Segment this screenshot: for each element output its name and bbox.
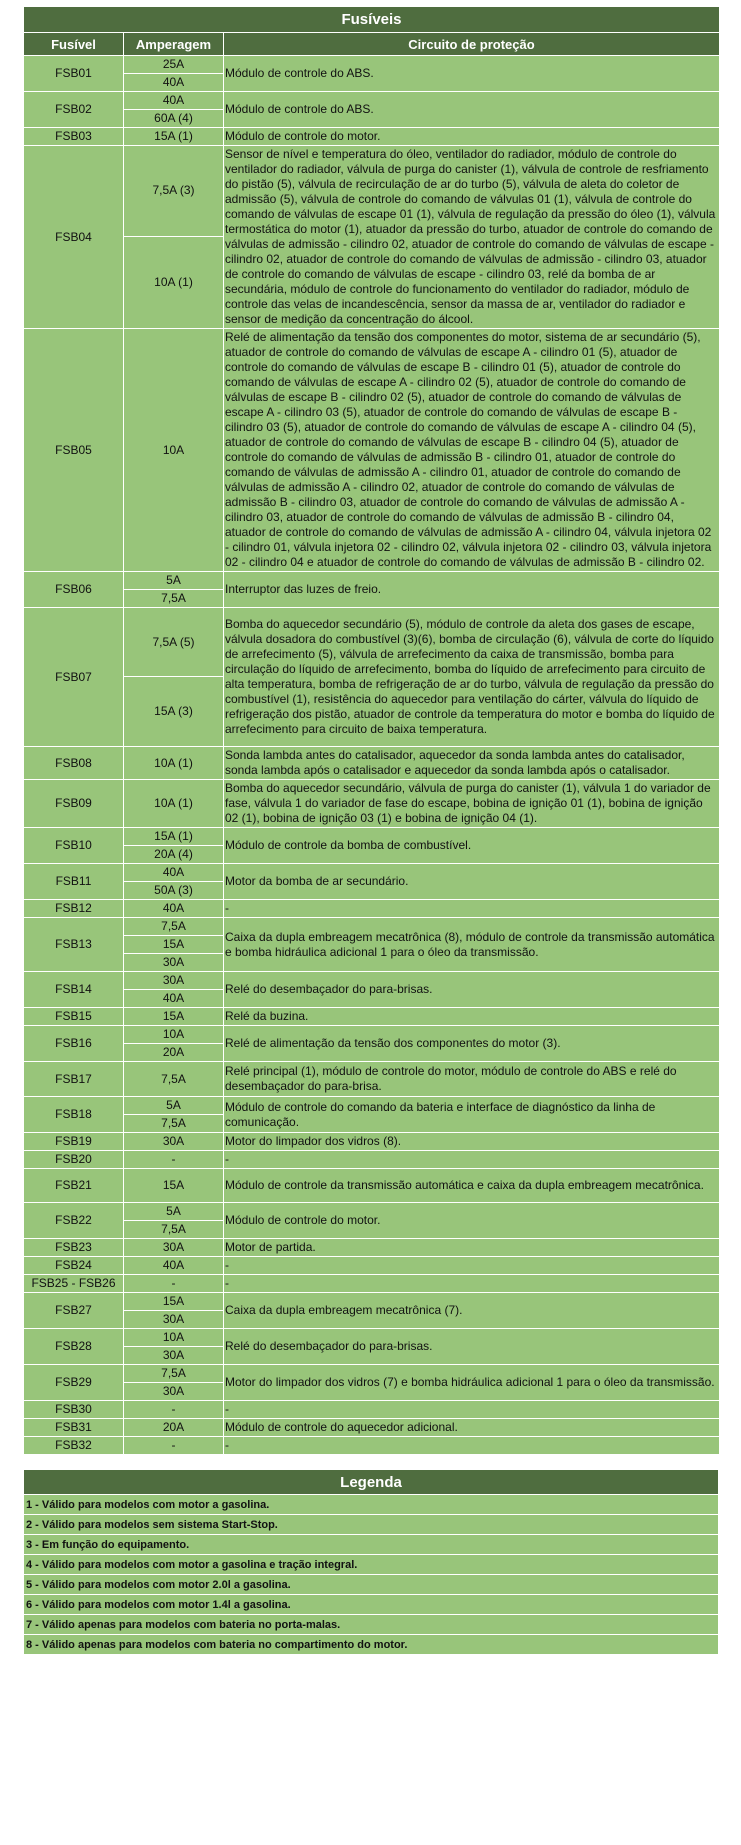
circuit-description: Relé da buzina.: [224, 1008, 720, 1026]
circuit-description: -: [224, 1257, 720, 1275]
table-row: [24, 900, 720, 918]
fuse-id: FSB21: [24, 1169, 124, 1203]
amperage-value: -: [124, 1437, 224, 1455]
circuit-description: Módulo de controle do comando da bateria e interface de diagnóstico da linha de comunicação.: [224, 1097, 720, 1133]
table-row: [24, 780, 720, 828]
amperage-value: 7,5A: [124, 1115, 224, 1133]
amperage-value: 30A: [124, 1383, 224, 1401]
amperage-value: 40A: [124, 864, 224, 882]
fuse-id: FSB11: [24, 864, 124, 900]
legend-item: 7 - Válido apenas para modelos com bateria no porta-malas.: [24, 1615, 719, 1635]
table-row: [24, 1151, 720, 1169]
table-row: [24, 572, 720, 590]
amperage-value: 25A: [124, 56, 224, 74]
amperage-value: 20A: [124, 1044, 224, 1062]
table-row: [24, 1329, 720, 1347]
circuit-description: Bomba do aquecedor secundário (5), módulo de controle da aleta dos gases de escape, válvula dosadora do combustível (3)(6), bomba de circulação (6), válvula de corte do líquido de arrefecimento (5), válvula de arrefecimento da caixa de transmissão, bomba para circulação do líquido de arrefecimento, bomba do líquido de arrefecimento para circuito de alta temperatura, bomba de refrigeração de ar do turbo, válvula de regulação da pressão do combustível (1), resistência do aquecedor para ventilação do cárter, válvula do líquido de refrigeração dos pistão, atuador de controle da temperatura do motor e bomba do líquido de arrefecimento para circuito de baixa temperatura.: [224, 608, 720, 747]
fuse-table: [23, 6, 720, 1455]
amperage-value: 15A (1): [124, 128, 224, 146]
fuse-id: FSB19: [24, 1133, 124, 1151]
amperage-value: 5A: [124, 1203, 224, 1221]
amperage-value: -: [124, 1151, 224, 1169]
amperage-value: 50A (3): [124, 882, 224, 900]
amperage-value: 10A (1): [124, 780, 224, 828]
fuse-table-body: [24, 56, 720, 1455]
table-row: [24, 1133, 720, 1151]
amperage-value: 7,5A: [124, 1062, 224, 1097]
legend-row: [24, 1495, 719, 1515]
fuse-id: FSB29: [24, 1365, 124, 1401]
table-row: [24, 1293, 720, 1311]
circuit-description: Relé do desembaçador do para-brisas.: [224, 1329, 720, 1365]
fuse-id: FSB06: [24, 572, 124, 608]
header-circuit: Circuito de proteção: [224, 33, 720, 56]
fuse-id: FSB13: [24, 918, 124, 972]
amperage-value: 7,5A (3): [124, 146, 224, 237]
fuse-id: FSB24: [24, 1257, 124, 1275]
circuit-description: Módulo de controle da transmissão automática e caixa da dupla embreagem mecatrônica.: [224, 1169, 720, 1203]
table-row: [24, 1097, 720, 1115]
circuit-description: Módulo de controle do ABS.: [224, 92, 720, 128]
amperage-value: 10A (1): [124, 747, 224, 780]
table-row: [24, 92, 720, 110]
circuit-description: Caixa da dupla embreagem mecatrônica (7).: [224, 1293, 720, 1329]
amperage-value: 30A: [124, 1133, 224, 1151]
fuse-id: FSB32: [24, 1437, 124, 1455]
amperage-value: 30A: [124, 1239, 224, 1257]
amperage-value: 20A (4): [124, 846, 224, 864]
table-row: [24, 747, 720, 780]
table-row: [24, 1008, 720, 1026]
fuse-id: FSB14: [24, 972, 124, 1008]
amperage-value: 7,5A: [124, 1365, 224, 1383]
fuse-id: FSB09: [24, 780, 124, 828]
circuit-description: Módulo de controle do aquecedor adicional.: [224, 1419, 720, 1437]
amperage-value: -: [124, 1401, 224, 1419]
header-amperage: Amperagem: [124, 33, 224, 56]
circuit-description: -: [224, 1437, 720, 1455]
table-row: [24, 1203, 720, 1221]
legend-row: [24, 1555, 719, 1575]
fuse-id: FSB17: [24, 1062, 124, 1097]
fuse-id: FSB28: [24, 1329, 124, 1365]
fuse-id: FSB16: [24, 1026, 124, 1062]
amperage-value: 15A: [124, 936, 224, 954]
fuse-id: FSB01: [24, 56, 124, 92]
circuit-description: Módulo de controle do motor.: [224, 1203, 720, 1239]
legend-row: [24, 1615, 719, 1635]
fuse-id: FSB05: [24, 329, 124, 572]
circuit-description: -: [224, 900, 720, 918]
amperage-value: 15A (1): [124, 828, 224, 846]
amperage-value: 40A: [124, 900, 224, 918]
circuit-description: Motor de partida.: [224, 1239, 720, 1257]
circuit-description: Relé de alimentação da tensão dos componentes do motor (3).: [224, 1026, 720, 1062]
amperage-value: 30A: [124, 954, 224, 972]
legend-table: [23, 1469, 719, 1655]
amperage-value: 30A: [124, 1311, 224, 1329]
legend-item: 4 - Válido para modelos com motor a gasolina e tração integral.: [24, 1555, 719, 1575]
amperage-value: 10A (1): [124, 236, 224, 328]
circuit-description: Módulo de controle do motor.: [224, 128, 720, 146]
fuse-table-title: Fusíveis: [24, 7, 720, 33]
page: [23, 0, 719, 1655]
circuit-description: Sensor de nível e temperatura do óleo, ventilador do radiador, módulo de controle do ventilador do radiador, válvula de purga do canister (1), válvula de controle de resfriamento do pistão (5), válvula de recirculação de ar do turbo (5), válvula de aleta do coletor de admissão (5), válvula de controle do comando de válvulas 01 (1), válvula de controle do comando de válvulas de escape 01 (1), válvula de regulação da pressão do óleo (1), válvula termostática do motor (1), atuador da pressão do turbo, atuador de controle do comando de válvulas de admissão - cilindro 02, atuador de controle do comando de válvulas de escape - cilindro 02, atuador de controle do comando de válvulas de admissão - cilindro 03, atuador de controle do comando de válvulas de escape - cilindro 03, relé da bomba de ar secundária, módulo de controle do funcionamento do ventilador do radiador, módulo de controle das velas de incandescência, sensor da massa de ar, ventilador do radiador e sensor de medição da concentração do álcool.: [224, 146, 720, 329]
circuit-description: Relé de alimentação da tensão dos componentes do motor, sistema de ar secundário (5), atuador de controle do comando de válvulas de escape A - cilindro 01 (5), atuador de controle do comando de válvulas de escape B - cilindro 01 (5), atuador de controle do comando de válvulas de escape A - cilindro 02 (5), atuador de controle do comando de válvulas de escape B - cilindro 02 (5), atuador de controle do comando de válvulas de escape A - cilindro 03 (5), atuador de controle do comando de válvulas de escape B - cilindro 03 (5), atuador de controle do comando de válvulas de escape A - cilindro 04 (5), atuador de controle do comando de válvulas de escape B - cilindro 04 (5), atuador de controle do comando de válvulas de admissão B - cilindro 01, atuador de controle do comando de válvulas de admissão A - cilindro 01, atuador de controle do comando de válvulas de admissão A - cilindro 02, atuador de controle do comando de válvulas de admissão B - cilindro 03, atuador de controle do comando de válvulas de admissão A - cilindro 03, atuador de controle do comando de válvulas de admissão B - cilindro 04, atuador de controle do comando de válvulas de admissão A - cilindro 04, válvula injetora 02 - cilindro 01, válvula injetora 02 - cilindro 02, válvula injetora 02 - cilindro 03, válvula injetora 02 - cilindro 04 e atuador de controle do comando de válvulas de admissão B - cilindro 02.: [224, 329, 720, 572]
fuse-id: FSB31: [24, 1419, 124, 1437]
legend-item: 5 - Válido para modelos com motor 2.0l a gasolina.: [24, 1575, 719, 1595]
legend-row: [24, 1595, 719, 1615]
table-row: [24, 1437, 720, 1455]
amperage-value: 10A: [124, 1329, 224, 1347]
amperage-value: 5A: [124, 572, 224, 590]
amperage-value: 7,5A: [124, 918, 224, 936]
table-row: [24, 146, 720, 237]
amperage-value: 15A: [124, 1293, 224, 1311]
fuse-id: FSB22: [24, 1203, 124, 1239]
table-row: [24, 1419, 720, 1437]
fuse-id: FSB23: [24, 1239, 124, 1257]
amperage-value: 10A: [124, 1026, 224, 1044]
amperage-value: 40A: [124, 990, 224, 1008]
legend-item: 2 - Válido para modelos sem sistema Start-Stop.: [24, 1515, 719, 1535]
legend-title: Legenda: [24, 1470, 719, 1495]
amperage-value: 7,5A: [124, 1221, 224, 1239]
table-row: [24, 972, 720, 990]
table-row: [24, 864, 720, 882]
fuse-id: FSB12: [24, 900, 124, 918]
legend-item: 8 - Válido apenas para modelos com bateria no compartimento do motor.: [24, 1635, 719, 1655]
legend-item: 6 - Válido para modelos com motor 1.4l a gasolina.: [24, 1595, 719, 1615]
fuse-id: FSB18: [24, 1097, 124, 1133]
amperage-value: 60A (4): [124, 110, 224, 128]
circuit-description: Bomba do aquecedor secundário, válvula de purga do canister (1), válvula 1 do variador de fase, válvula 1 do variador de fase do escape, bobina de ignição 01 (1), bobina de ignição 02 (1), bobina de ignição 03 (1) e bobina de ignição 04 (1).: [224, 780, 720, 828]
table-row: [24, 128, 720, 146]
table-row: [24, 1401, 720, 1419]
fuse-id: FSB08: [24, 747, 124, 780]
circuit-description: Módulo de controle da bomba de combustível.: [224, 828, 720, 864]
amperage-value: -: [124, 1275, 224, 1293]
circuit-description: -: [224, 1275, 720, 1293]
legend-row: [24, 1515, 719, 1535]
circuit-description: Interruptor das luzes de freio.: [224, 572, 720, 608]
fuse-id: FSB10: [24, 828, 124, 864]
fuse-id: FSB03: [24, 128, 124, 146]
table-row: [24, 1365, 720, 1383]
circuit-description: Sonda lambda antes do catalisador, aquecedor da sonda lambda antes do catalisador, sonda lambda após o catalisador e aquecedor da sonda lambda após o catalisador.: [224, 747, 720, 780]
legend-item: 1 - Válido para modelos com motor a gasolina.: [24, 1495, 719, 1515]
amperage-value: 40A: [124, 1257, 224, 1275]
circuit-description: Motor da bomba de ar secundário.: [224, 864, 720, 900]
amperage-value: 20A: [124, 1419, 224, 1437]
amperage-value: 15A: [124, 1169, 224, 1203]
amperage-value: 30A: [124, 1347, 224, 1365]
table-row: [24, 1062, 720, 1097]
fuse-id: FSB02: [24, 92, 124, 128]
circuit-description: Caixa da dupla embreagem mecatrônica (8), módulo de controle da transmissão automática e bomba hidráulica adicional 1 para o óleo da transmissão.: [224, 918, 720, 972]
table-row: [24, 918, 720, 936]
amperage-value: 40A: [124, 92, 224, 110]
table-row: [24, 608, 720, 677]
amperage-value: 10A: [124, 329, 224, 572]
fuse-id: FSB27: [24, 1293, 124, 1329]
circuit-description: Relé do desembaçador do para-brisas.: [224, 972, 720, 1008]
circuit-description: -: [224, 1151, 720, 1169]
table-row: [24, 1275, 720, 1293]
amperage-value: 15A (3): [124, 677, 224, 747]
circuit-description: Motor do limpador dos vidros (7) e bomba hidráulica adicional 1 para o óleo da transmissão.: [224, 1365, 720, 1401]
amperage-value: 7,5A: [124, 590, 224, 608]
legend-row: [24, 1575, 719, 1595]
table-row: [24, 1169, 720, 1203]
table-row: [24, 1239, 720, 1257]
fuse-id: FSB25 - FSB26: [24, 1275, 124, 1293]
circuit-description: Módulo de controle do ABS.: [224, 56, 720, 92]
amperage-value: 15A: [124, 1008, 224, 1026]
fuse-id: FSB04: [24, 146, 124, 329]
table-row: [24, 329, 720, 572]
table-row: [24, 1257, 720, 1275]
legend-row: [24, 1535, 719, 1555]
table-row: [24, 56, 720, 74]
amperage-value: 30A: [124, 972, 224, 990]
circuit-description: Relé principal (1), módulo de controle do motor, módulo de controle do ABS e relé do desembaçador do para-brisa.: [224, 1062, 720, 1097]
fuse-id: FSB15: [24, 1008, 124, 1026]
legend-item: 3 - Em função do equipamento.: [24, 1535, 719, 1555]
amperage-value: 40A: [124, 74, 224, 92]
table-row: [24, 828, 720, 846]
table-row: [24, 1026, 720, 1044]
fuse-id: FSB30: [24, 1401, 124, 1419]
legend-row: [24, 1635, 719, 1655]
amperage-value: 5A: [124, 1097, 224, 1115]
circuit-description: -: [224, 1401, 720, 1419]
header-fuse: Fusível: [24, 33, 124, 56]
circuit-description: Motor do limpador dos vidros (8).: [224, 1133, 720, 1151]
amperage-value: 7,5A (5): [124, 608, 224, 677]
fuse-id: FSB07: [24, 608, 124, 747]
fuse-id: FSB20: [24, 1151, 124, 1169]
